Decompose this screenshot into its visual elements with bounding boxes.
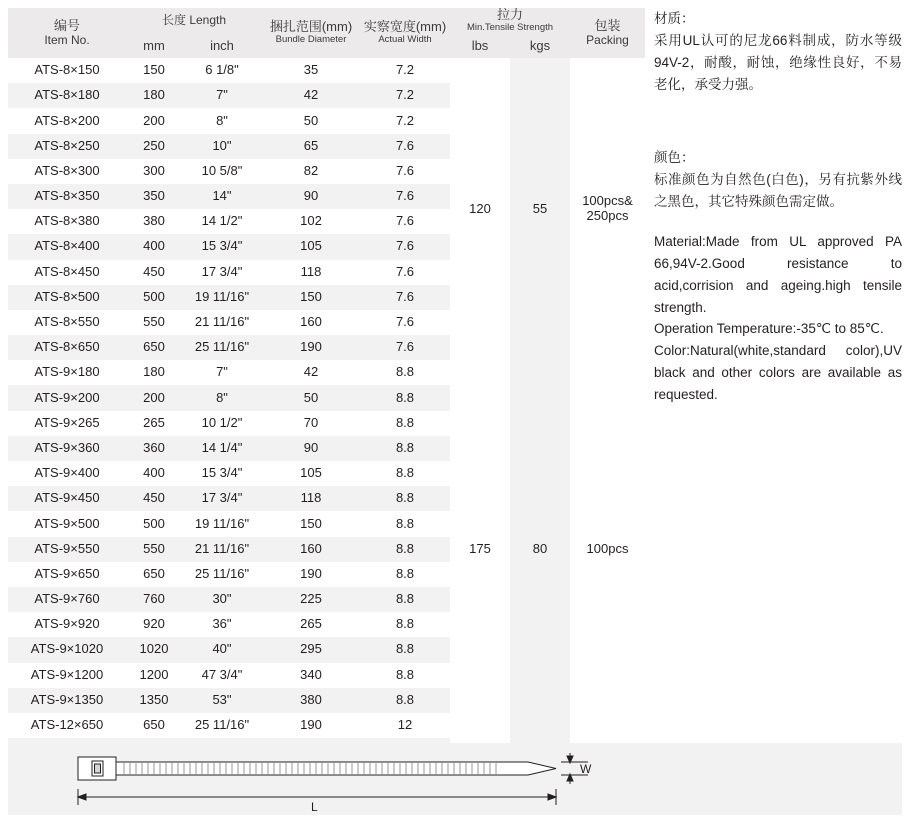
cell-item-no: ATS-8×250 xyxy=(34,137,100,153)
cell-bundle-diameter: 225 xyxy=(300,591,322,607)
length-label: L xyxy=(311,800,318,814)
cell-length-inch: 25 11/16" xyxy=(194,717,250,732)
cell-item-no: ATS-9×760 xyxy=(34,591,100,607)
cell-bundle-diameter: 295 xyxy=(300,641,322,657)
table-header-row-top xyxy=(8,8,645,34)
cell-length-mm: 650 xyxy=(143,565,165,581)
color-body-cn: 标准颜色为自然色(白色)，另有抗紫外线之黑色，其它特殊颜色需定做。 xyxy=(654,172,902,210)
cell-bundle-diameter: 190 xyxy=(300,717,322,732)
header-width-en: Actual Width xyxy=(378,34,432,45)
cell-actual-width: 7.6 xyxy=(395,213,415,229)
cell-bundle-diameter: 160 xyxy=(300,540,322,556)
cell-bundle-diameter: 340 xyxy=(300,666,322,682)
tie-head-icon xyxy=(78,757,116,780)
color-block-cn xyxy=(654,147,902,213)
cell-length-mm: 400 xyxy=(143,238,165,254)
header-bundle-diameter xyxy=(262,8,360,58)
cell-length-inch: 10 5/8" xyxy=(201,162,243,178)
cell-length-mm: 500 xyxy=(143,515,165,531)
cell-tensile-lbs: 175 xyxy=(450,360,510,738)
material-body-en: Material:Made from UL approved PA 66,94V-2.Good resistance to acid,corrision and ageing.high tensile strength. xyxy=(654,234,902,315)
cell-length-mm: 450 xyxy=(143,263,165,279)
table-header xyxy=(8,8,645,58)
cell-length-inch: 14 1/2" xyxy=(201,213,243,229)
cell-actual-width: 7.2 xyxy=(395,87,415,103)
cell-tensile-kgs: 80 xyxy=(510,360,570,738)
width-label: W xyxy=(580,762,592,776)
cell-length-inch: 21 11/16" xyxy=(194,540,250,556)
cell-bundle-diameter: 118 xyxy=(300,490,322,506)
cell-tensile-kgs: 55 xyxy=(510,58,570,360)
cell-item-no: ATS-8×550 xyxy=(34,314,100,329)
cell-length-mm: 350 xyxy=(143,188,165,204)
cell-actual-width: 8.8 xyxy=(395,616,415,632)
table-body xyxy=(8,58,645,763)
cell-item-no: ATS-9×1350 xyxy=(30,691,104,707)
cell-length-inch: 7" xyxy=(216,364,228,380)
header-tensile-cn: 拉力 xyxy=(496,7,523,23)
cell-bundle-diameter: 380 xyxy=(300,691,322,707)
cell-item-no: ATS-9×1020 xyxy=(30,641,104,657)
cell-actual-width: 8.8 xyxy=(395,691,415,707)
header-kgs: kgs xyxy=(510,34,570,58)
cell-packing: 100pcs xyxy=(570,360,645,738)
material-block-en xyxy=(654,231,902,406)
cell-bundle-diameter: 150 xyxy=(300,515,322,531)
cell-item-no: ATS-9×920 xyxy=(34,616,100,632)
cell-item-no: ATS-8×200 xyxy=(34,112,100,128)
cell-item-no: ATS-9×500 xyxy=(34,515,100,531)
cell-item-no: ATS-9×550 xyxy=(34,540,100,556)
color-title-cn: 颜色： xyxy=(654,150,695,166)
material-block-cn xyxy=(654,8,902,95)
header-length-cn: 长度 Length xyxy=(161,13,227,28)
header-length xyxy=(126,8,262,34)
cell-actual-width: 7.2 xyxy=(395,112,415,128)
cell-item-no: ATS-8×650 xyxy=(34,339,100,355)
material-title-cn: 材质： xyxy=(654,11,695,26)
cell-actual-width: 8.8 xyxy=(395,389,415,405)
cell-length-mm: 200 xyxy=(143,389,165,405)
cell-length-mm: 760 xyxy=(143,591,165,607)
cell-length-mm: 400 xyxy=(143,465,165,481)
cell-length-inch: 14 1/4" xyxy=(201,439,243,455)
cell-item-no: ATS-8×500 xyxy=(34,288,100,304)
cable-tie-diagram xyxy=(8,743,902,815)
cell-actual-width: 8.8 xyxy=(395,591,415,607)
cell-bundle-diameter: 42 xyxy=(303,364,319,380)
cell-actual-width: 8.8 xyxy=(395,364,415,380)
cell-item-no: ATS-8×150 xyxy=(34,62,100,78)
cell-actual-width: 8.8 xyxy=(395,565,415,581)
cell-actual-width: 8.8 xyxy=(395,641,415,657)
cell-length-inch: 14" xyxy=(212,188,232,204)
cell-length-mm: 550 xyxy=(143,314,165,329)
cell-actual-width: 8.8 xyxy=(395,515,415,531)
temperature-body-en: Operation Temperature:-35℃ to 85℃. xyxy=(654,321,884,337)
cell-actual-width: 7.6 xyxy=(395,137,415,153)
cell-actual-width: 8.8 xyxy=(395,465,415,481)
cell-length-inch: 8" xyxy=(216,112,228,128)
cell-length-mm: 650 xyxy=(143,717,165,732)
cell-length-inch: 17 3/4" xyxy=(201,490,243,506)
cell-item-no: ATS-9×200 xyxy=(34,389,100,405)
header-mm: mm xyxy=(126,34,182,58)
cell-actual-width: 8.8 xyxy=(395,439,415,455)
cell-item-no: ATS-9×1200 xyxy=(30,666,104,682)
cell-actual-width: 8.8 xyxy=(395,414,415,430)
cell-actual-width: 8.8 xyxy=(395,540,415,556)
cell-actual-width: 7.6 xyxy=(395,288,415,304)
header-item-no-cn: 编号 xyxy=(53,17,80,33)
cell-item-no: ATS-8×300 xyxy=(34,162,100,178)
cell-length-inch: 30" xyxy=(212,591,232,607)
cell-length-inch: 19 11/16" xyxy=(194,515,250,531)
cell-bundle-diameter: 82 xyxy=(303,162,319,178)
header-actual-width xyxy=(360,8,450,58)
header-inch: inch xyxy=(182,34,262,58)
cell-length-inch: 15 3/4" xyxy=(201,238,243,254)
cell-actual-width: 12 xyxy=(397,717,413,732)
cell-actual-width: 7.2 xyxy=(395,62,415,78)
cell-length-inch: 10 1/2" xyxy=(201,414,243,430)
cell-bundle-diameter: 190 xyxy=(300,339,322,355)
cell-item-no: ATS-9×360 xyxy=(34,439,100,455)
header-item-no-en: Item No. xyxy=(44,32,90,47)
cell-item-no: ATS-8×400 xyxy=(34,238,100,254)
cell-bundle-diameter: 90 xyxy=(303,188,319,204)
product-description-panel xyxy=(654,8,902,420)
header-lbs: lbs xyxy=(450,34,510,58)
cell-length-mm: 500 xyxy=(143,288,165,304)
cell-length-inch: 19 11/16" xyxy=(194,288,250,304)
cell-length-mm: 1020 xyxy=(139,641,169,657)
header-item-no xyxy=(8,8,126,58)
cell-length-inch: 25 11/16" xyxy=(194,339,250,355)
cell-bundle-diameter: 70 xyxy=(303,414,319,430)
cell-bundle-diameter: 102 xyxy=(300,213,322,229)
cell-bundle-diameter: 50 xyxy=(303,389,319,405)
cell-bundle-diameter: 50 xyxy=(303,112,319,128)
cell-tensile-lbs: 120 xyxy=(450,58,510,360)
cell-length-inch: 8" xyxy=(216,389,228,405)
cell-length-mm: 200 xyxy=(143,112,165,128)
cell-length-mm: 360 xyxy=(143,439,165,455)
header-packing-en: Packing xyxy=(586,32,629,47)
cell-length-inch: 47 3/4" xyxy=(201,666,243,682)
header-width-cn: 实察宽度(mm) xyxy=(363,19,447,35)
header-bundle-cn: 捆扎范围(mm) xyxy=(269,19,353,35)
cell-actual-width: 7.6 xyxy=(395,314,415,329)
cell-item-no: ATS-9×400 xyxy=(34,465,100,481)
cell-actual-width: 7.6 xyxy=(395,263,415,279)
cell-bundle-diameter: 118 xyxy=(300,263,322,279)
cell-packing: 100pcs& 250pcs xyxy=(570,58,645,360)
cell-length-inch: 17 3/4" xyxy=(201,263,243,279)
cell-actual-width: 7.6 xyxy=(395,188,415,204)
cell-length-inch: 40" xyxy=(212,641,232,657)
cell-length-mm: 180 xyxy=(143,87,165,103)
cell-bundle-diameter: 265 xyxy=(300,616,322,632)
cell-bundle-diameter: 90 xyxy=(303,439,319,455)
cell-length-mm: 300 xyxy=(143,162,165,178)
header-tensile-strength xyxy=(450,8,570,34)
cell-length-mm: 450 xyxy=(143,490,165,506)
cell-actual-width: 7.6 xyxy=(395,339,415,355)
cell-length-inch: 7" xyxy=(216,87,228,103)
cell-length-mm: 550 xyxy=(143,540,165,556)
cell-item-no: ATS-8×450 xyxy=(34,263,100,279)
cell-actual-width: 7.6 xyxy=(395,238,415,254)
cell-bundle-diameter: 160 xyxy=(300,314,322,329)
cell-length-inch: 21 11/16" xyxy=(194,314,250,329)
table-row xyxy=(8,58,645,83)
cell-item-no: ATS-12×650 xyxy=(30,717,104,732)
cell-length-mm: 1200 xyxy=(139,666,169,682)
cell-length-mm: 250 xyxy=(143,137,165,153)
cell-length-inch: 15 3/4" xyxy=(201,465,243,481)
cell-length-inch: 6 1/8" xyxy=(205,62,239,78)
specification-table xyxy=(8,8,645,763)
cell-length-inch: 25 11/16" xyxy=(194,565,250,581)
cell-item-no: ATS-9×650 xyxy=(34,565,100,581)
cell-length-mm: 265 xyxy=(143,414,165,430)
cell-bundle-diameter: 65 xyxy=(303,137,319,153)
cell-length-mm: 150 xyxy=(143,62,165,78)
cell-length-inch: 36" xyxy=(212,616,232,632)
cell-length-mm: 1350 xyxy=(139,691,169,707)
cable-tie-drawing xyxy=(8,743,902,815)
cell-length-mm: 920 xyxy=(143,616,165,632)
cell-actual-width: 8.8 xyxy=(395,490,415,506)
cell-actual-width: 8.8 xyxy=(395,666,415,682)
cell-length-mm: 180 xyxy=(143,364,165,380)
cell-length-mm: 380 xyxy=(143,213,165,229)
cell-length-mm: 650 xyxy=(143,339,165,355)
table-row xyxy=(8,360,645,385)
color-body-en: Color:Natural(white,standard color),UV black and other colors are available as requested. xyxy=(654,343,902,403)
cell-bundle-diameter: 35 xyxy=(303,62,319,78)
cell-item-no: ATS-9×450 xyxy=(34,490,100,506)
cell-bundle-diameter: 105 xyxy=(300,465,322,481)
cell-bundle-diameter: 42 xyxy=(303,87,319,103)
cell-actual-width: 7.6 xyxy=(395,162,415,178)
cell-item-no: ATS-9×180 xyxy=(34,364,100,380)
header-bundle-en: Bundle Diameter xyxy=(275,34,347,45)
cell-item-no: ATS-8×350 xyxy=(34,188,100,204)
header-packing xyxy=(570,8,645,58)
cell-bundle-diameter: 190 xyxy=(300,565,322,581)
cell-length-inch: 53" xyxy=(212,691,232,707)
cell-bundle-diameter: 150 xyxy=(300,288,322,304)
header-packing-cn: 包装 xyxy=(594,17,621,33)
cell-item-no: ATS-8×380 xyxy=(34,213,100,229)
cell-length-inch: 10" xyxy=(212,137,232,153)
cell-item-no: ATS-9×265 xyxy=(34,414,100,430)
header-tensile-en: Min.Tensile Strength xyxy=(466,22,554,33)
material-body-cn: 采用UL认可的尼龙66料制成，防水等级94V-2，耐酸，耐蚀，绝缘性良好，不易老化，承受力强。 xyxy=(654,32,902,92)
cell-bundle-diameter: 105 xyxy=(300,238,322,254)
cell-item-no: ATS-8×180 xyxy=(34,87,100,103)
